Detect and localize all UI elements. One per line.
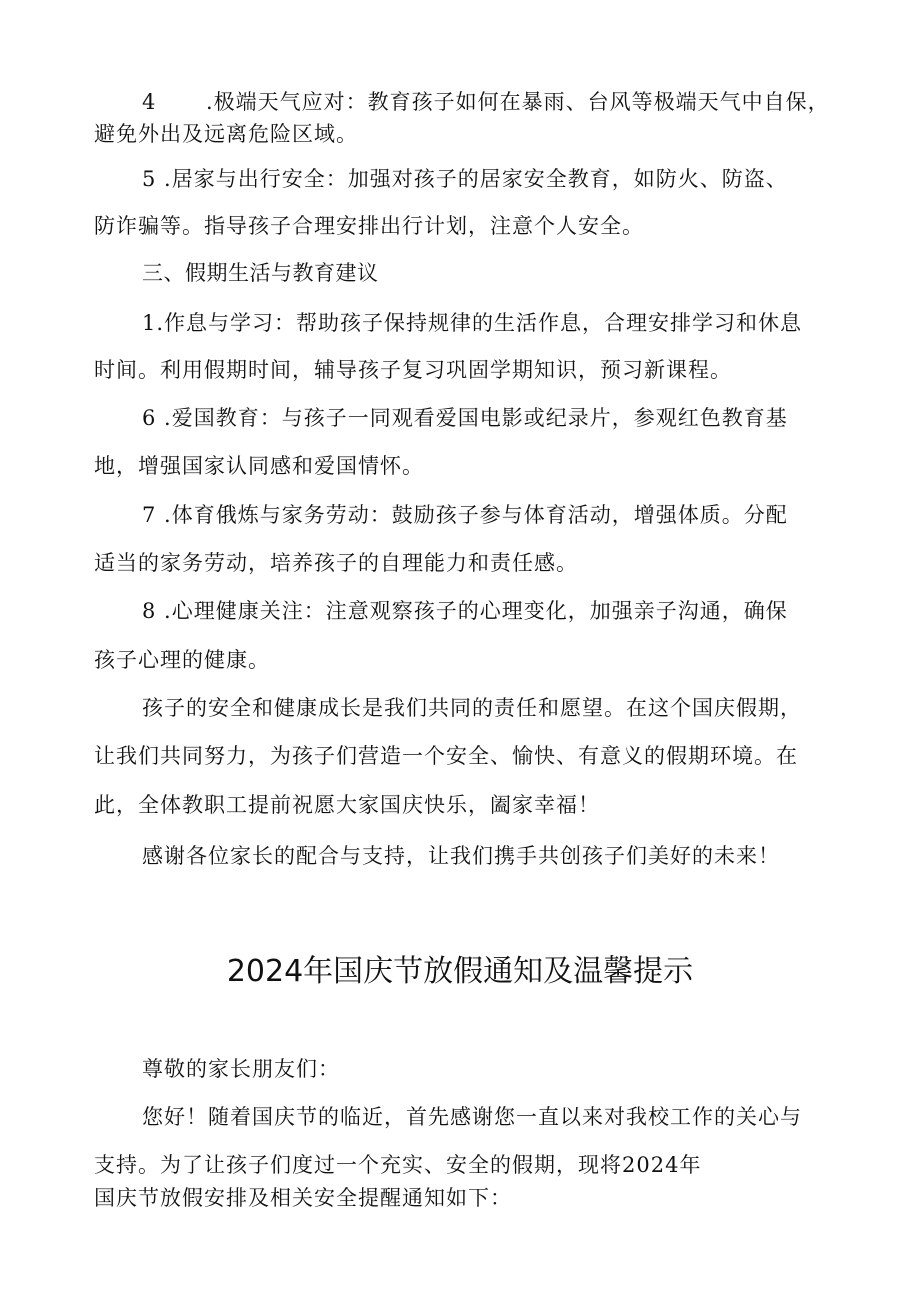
item-5-line-1: 5 .居家与出行安全：加强对孩子的居家安全教育，如防火、防盗、 [142,167,788,191]
suggestion-8-line-1: 8 .心理健康关注：注意观察孩子的心理变化，加强亲子沟通，确保 [142,599,788,623]
suggestion-1-line-1: 1.作息与学习：帮助孩子保持规律的生活作息，合理安排学习和休息 [142,311,803,335]
suggestion-6-line-1: 6 .爱国教育：与孩子一同观看爱国电影或纪录片，参观红色教育基 [142,406,788,430]
closing-line-1: 孩子的安全和健康成长是我们共同的责任和愿望。在这个国庆假期， [142,696,802,720]
suggestion-7-line-2: 适当的家务劳动，培养孩子的自理能力和责任感。 [94,551,578,575]
suggestion-8-line-2: 孩子心理的健康。 [94,648,270,672]
intro-line-3: 国庆节放假安排及相关安全提醒通知如下： [94,1186,512,1210]
item-4-line-1 [142,88,882,116]
suggestion-7-line-1: 7 .体育俄炼与家务劳动：鼓励孩子参与体育活动，增强体质。分配 [142,503,788,527]
item-5-line-2: 防诈骗等。指导孩子合理安排出行计划，注意个人安全。 [94,214,644,238]
closing-line-2: 让我们共同努力，为孩子们营造一个安全、愉快、有意义的假期环境。在 [94,744,798,768]
item-4-text: .极端天气应对：教育孩子如何在暴雨、台风等极端天气中自保， [206,90,830,114]
suggestion-6-line-2: 地，增强国家认同感和爱国情怀。 [94,454,424,478]
salutation: 尊敬的家长朋友们： [142,1057,340,1081]
section-heading: 三、假期生活与教育建议 [142,261,379,285]
suggestion-1-line-2: 时间。利用假期时间，辅导孩子复习巩固学期知识，预习新课程。 [94,358,732,382]
intro-line-1: 您好！随着国庆节的临近，首先感谢您一直以来对我校工作的关心与 [142,1105,802,1129]
closing-line-3: 此，全体教职工提前祝愿大家国庆快乐，阖家幸福！ [94,793,600,817]
item-4-line-2: 避免外出及远离危险区域。 [94,122,358,146]
intro-line-2: 支持。为了让孩子们度过一个充实、安全的假期，现将2024年 [94,1153,702,1177]
item-4-number: 4 [142,90,157,114]
notice-title: 2024年国庆节放假通知及温馨提示 [226,954,694,989]
thanks-line: 感谢各位家长的配合与支持，让我们携手共创孩子们美好的未来！ [142,844,780,868]
